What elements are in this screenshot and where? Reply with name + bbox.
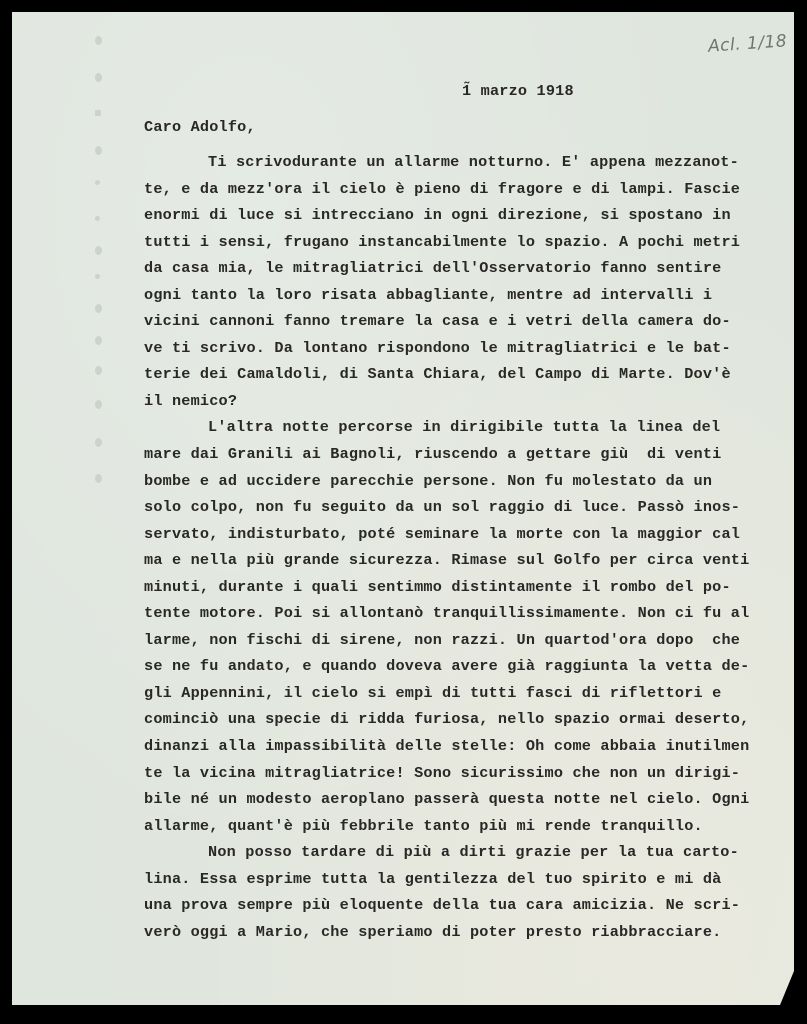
body-line: lina. Essa esprime tutta la gentilezza del tuo spirito e mi dà xyxy=(144,869,722,888)
body-line: verò oggi a Mario, che speriamo di poter presto riabbracciare. xyxy=(144,922,722,941)
hole-mark-icon xyxy=(95,366,102,375)
body-line: minuti, durante i quali sentimmo distintamente il rombo del po- xyxy=(144,577,731,596)
letter-date: 1̃ marzo 1918 xyxy=(462,82,574,100)
body-line: larme, non fischi di sirene, non razzi. Un quartod'ora dopo che xyxy=(144,630,741,649)
body-line: tutti i sensi, frugano instancabilmente lo spazio. A pochi metri xyxy=(144,232,741,251)
hole-mark-icon xyxy=(95,110,101,116)
hole-mark-icon xyxy=(95,274,100,279)
salutation: Caro Adolfo, xyxy=(144,118,256,136)
body-line: dinanzi alla impassibilità delle stelle: Oh come abbaia inutilmen xyxy=(144,737,750,756)
body-line: Non posso tardare di più a dirti grazie per la tua carto- xyxy=(208,843,739,862)
hole-mark-icon xyxy=(95,246,102,255)
body-line: tente motore. Poi si allontanò tranquillissimamente. Non ci fu al xyxy=(144,604,750,623)
body-line: mare dai Granili ai Bagnoli, riuscendo a gettare giù di venti xyxy=(144,445,722,464)
body-line: bombe e ad uccidere parecchie persone. Non fu molestato da un xyxy=(144,471,713,490)
hole-mark-icon xyxy=(95,216,100,221)
body-line: ogni tanto la loro risata abbagliante, mentre ad intervalli i xyxy=(144,285,713,304)
body-line: te, e da mezz'ora il cielo è pieno di fragore e di lampi. Fascie xyxy=(144,179,741,198)
body-line: L'altra notte percorse in dirigibile tutta la linea del xyxy=(208,418,721,437)
binding-hole-marks xyxy=(92,28,106,508)
hole-mark-icon xyxy=(95,36,102,45)
hole-mark-icon xyxy=(95,336,102,345)
hole-mark-icon xyxy=(95,400,102,409)
body-line: terie dei Camaldoli, di Santa Chiara, del Campo di Marte. Dov'è xyxy=(144,365,731,384)
body-line: se ne fu andato, e quando doveva avere già raggiunta la vetta de- xyxy=(144,657,750,676)
body-line: ve ti scrivo. Da lontano rispondono le mitragliatrici e le bat- xyxy=(144,338,731,357)
body-line: te la vicina mitragliatrice! Sono sicurissimo che non un dirigi- xyxy=(144,763,741,782)
hole-mark-icon xyxy=(95,474,102,483)
body-line: da casa mia, le mitragliatrici dell'Osservatorio fanno sentire xyxy=(144,259,722,278)
body-line: solo colpo, non fu seguito da un sol raggio di luce. Passò inos- xyxy=(144,498,741,517)
body-line: bile né un modesto aeroplano passerà questa notte nel cielo. Ogni xyxy=(144,790,750,809)
body-line: Ti scrivodurante un allarme notturno. E' appena mezzanot- xyxy=(208,153,739,171)
body-line: servato, indisturbato, poté seminare la morte con la maggior cal xyxy=(144,524,741,543)
body-line: enormi di luce si intrecciano in ogni direzione, si spostano in xyxy=(144,206,731,225)
body-line: cominciò una specie di ridda furiosa, nello spazio ormai deserto, xyxy=(144,710,750,729)
hole-mark-icon xyxy=(95,73,102,82)
hole-mark-icon xyxy=(95,180,100,185)
body-line: una prova sempre più eloquente della tua cara amicizia. Ne scri- xyxy=(144,896,741,915)
body-line: il nemico? xyxy=(144,391,238,410)
body-line: gli Appennini, il cielo si empì di tutti fasci di riflettori e xyxy=(144,683,722,702)
hole-mark-icon xyxy=(95,146,102,155)
hole-mark-icon xyxy=(95,304,102,313)
body-line: ma e nella più grande sicurezza. Rimase sul Golfo per circa venti xyxy=(144,551,750,570)
torn-corner xyxy=(780,971,794,1005)
letter-body xyxy=(144,152,764,948)
archive-reference-mark: Acl. 1/18 xyxy=(707,31,788,57)
body-line: vicini cannoni fanno tremare la casa e i vetri della camera do- xyxy=(144,312,731,331)
body-line: allarme, quant'è più febbrile tanto più mi rende tranquillo. xyxy=(144,816,703,835)
hole-mark-icon xyxy=(95,438,102,447)
